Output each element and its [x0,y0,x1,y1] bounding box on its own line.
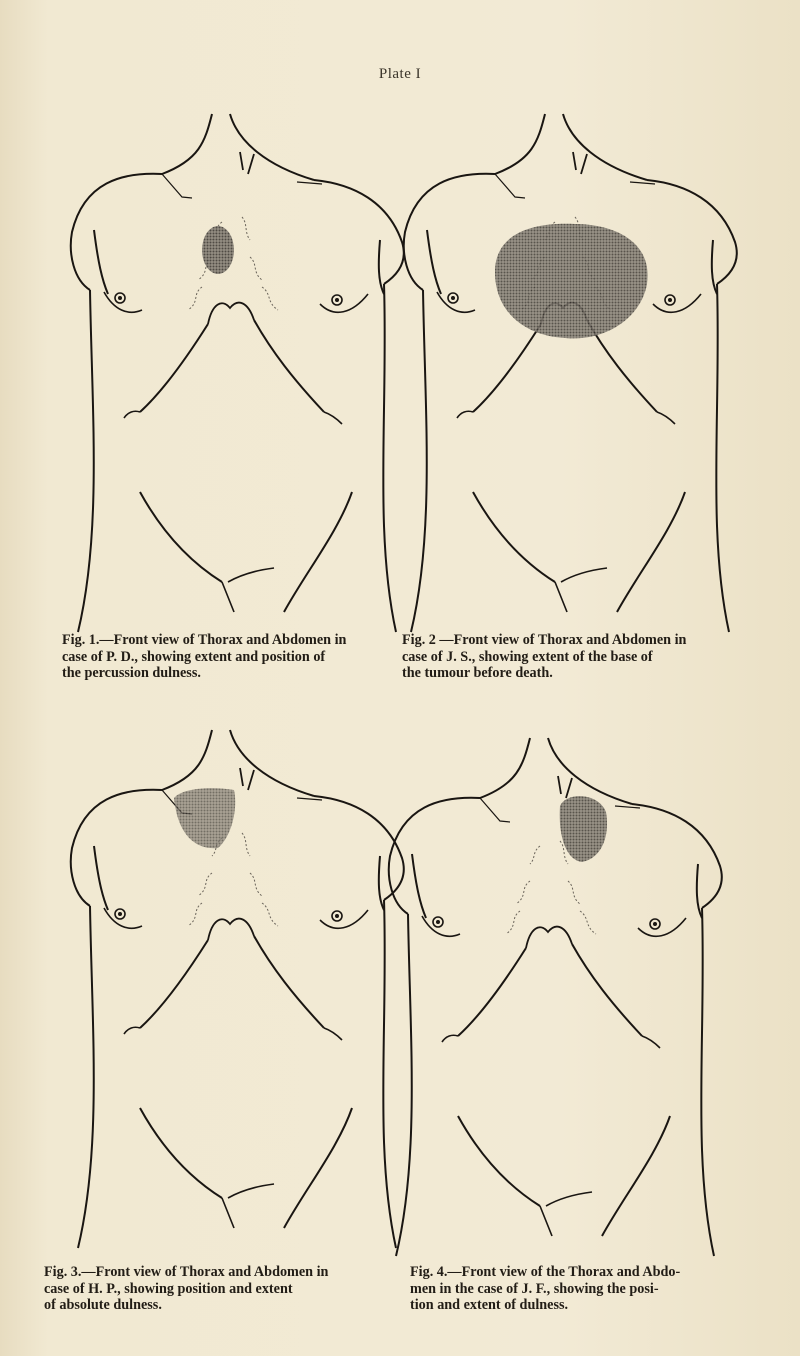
tumour-area-2 [495,224,648,339]
dulness-area-4 [560,796,607,862]
caption-line: case of H. P., showing position and extent [44,1280,293,1297]
caption-line: Fig. 1.—Front view of Thorax and Abdomen in [62,632,347,648]
figure-1-caption [62,632,434,682]
caption-line: men in the case of J. F., showing the posi- [410,1280,659,1297]
figure-2 [395,112,765,632]
torso-diagram-2 [395,112,765,632]
caption-line: case of P. D., showing extent and position of [62,648,326,665]
caption-line: Fig. 3.—Front view of Thorax and Abdomen in [44,1264,329,1280]
figure-3 [62,728,432,1248]
caption-line: case of J. S., showing extent of the base of [402,648,653,665]
dulness-area-1 [202,226,234,274]
torso-diagram-3 [62,728,432,1248]
torso-diagram-1 [62,112,432,632]
caption-line: Fig. 2 —Front view of Thorax and Abdomen in [402,632,687,648]
figure-1 [62,112,432,632]
torso-diagram-4 [380,736,750,1256]
figure-4 [380,736,750,1256]
figure-4-caption [410,1264,782,1314]
caption-line: of absolute dulness. [44,1297,162,1313]
plate-title: Plate I [378,66,422,82]
caption-line: tion and extent of dulness. [410,1297,569,1313]
caption-line: the percussion dulness. [62,665,201,681]
dulness-area-3 [174,788,235,848]
caption-line: the tumour before death. [402,665,553,681]
figure-2-caption [402,632,774,682]
caption-line: Fig. 4.—Front view of the Thorax and Abdo- [410,1264,681,1280]
figure-3-caption [44,1264,416,1314]
